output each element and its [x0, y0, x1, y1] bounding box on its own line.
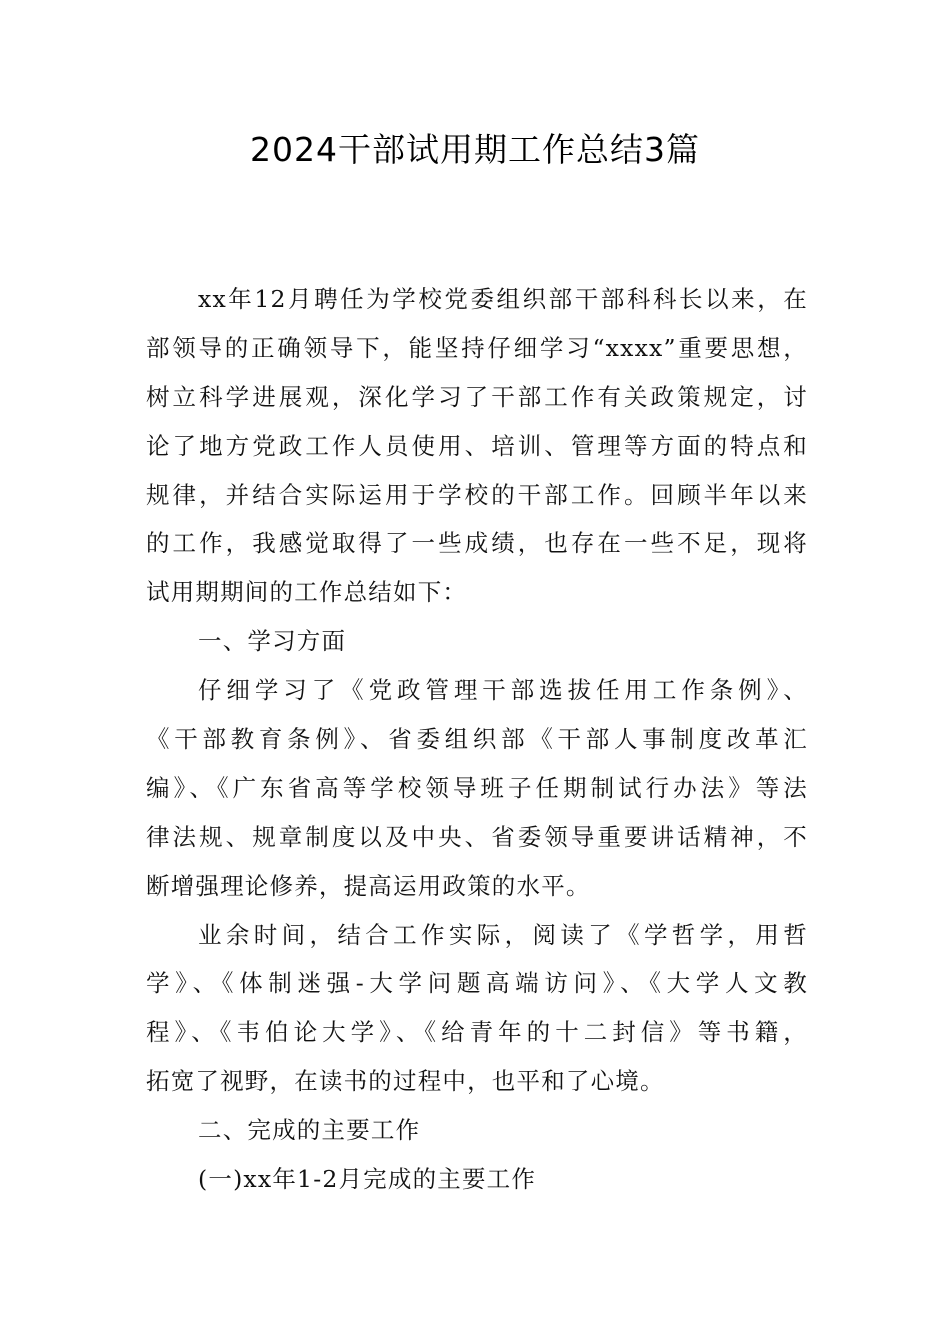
paragraph-intro-line: 论了地方党政工作人员使用、培训、管理等方面的特点和: [146, 431, 808, 460]
paragraph-reading-line: 程》、《韦伯论大学》、《给青年的十二封信》等书籍，: [146, 1018, 808, 1047]
paragraph-intro-line: 部领导的正确领导下，能坚持仔细学习“xxxx”重要思想，: [146, 333, 808, 362]
paragraph-study-line: 《干部教育条例》、省委组织部《干部人事制度改革汇: [146, 725, 808, 754]
section-heading-main-work: 二、完成的主要工作: [198, 1116, 421, 1145]
paragraph-intro-line: xx年12月聘任为学校党委组织部干部科科长以来，在: [198, 285, 808, 313]
paragraph-intro-line: 的工作，我感觉取得了一些成绩，也存在一些不足，现将: [146, 529, 808, 558]
paragraph-intro-line: 规律，并结合实际运用于学校的干部工作。回顾半年以来: [146, 480, 808, 509]
paragraph-intro-line: 树立科学进展观，深化学习了干部工作有关政策规定，讨: [146, 382, 808, 411]
paragraph-reading-line: 学》、《体制迷强-大学问题高端访问》、《大学人文教: [146, 969, 808, 998]
document-title: 2024干部试用期工作总结3篇: [250, 130, 700, 169]
paragraph-study-line: 断增强理论修养，提高运用政策的水平。: [146, 871, 591, 900]
paragraph-study-line: 律法规、规章制度以及中央、省委领导重要讲话精神，不: [146, 822, 808, 851]
paragraph-study-line: 编》、《广东省高等学校领导班子任期制试行办法》等法: [146, 773, 808, 802]
section-heading-study: 一、学习方面: [198, 627, 347, 656]
subsection-heading-jan-feb: (一)xx年1-2月完成的主要工作: [198, 1165, 537, 1194]
paragraph-study-line: 仔细学习了《党政管理干部选拔任用工作条例》、: [198, 676, 808, 705]
paragraph-reading-line: 业余时间，结合工作实际，阅读了《学哲学，用哲: [198, 920, 808, 949]
paragraph-reading-line: 拓宽了视野，在读书的过程中，也平和了心境。: [146, 1067, 665, 1096]
document-body: [146, 275, 808, 1204]
paragraph-intro-line: 试用期期间的工作总结如下：: [146, 578, 468, 607]
